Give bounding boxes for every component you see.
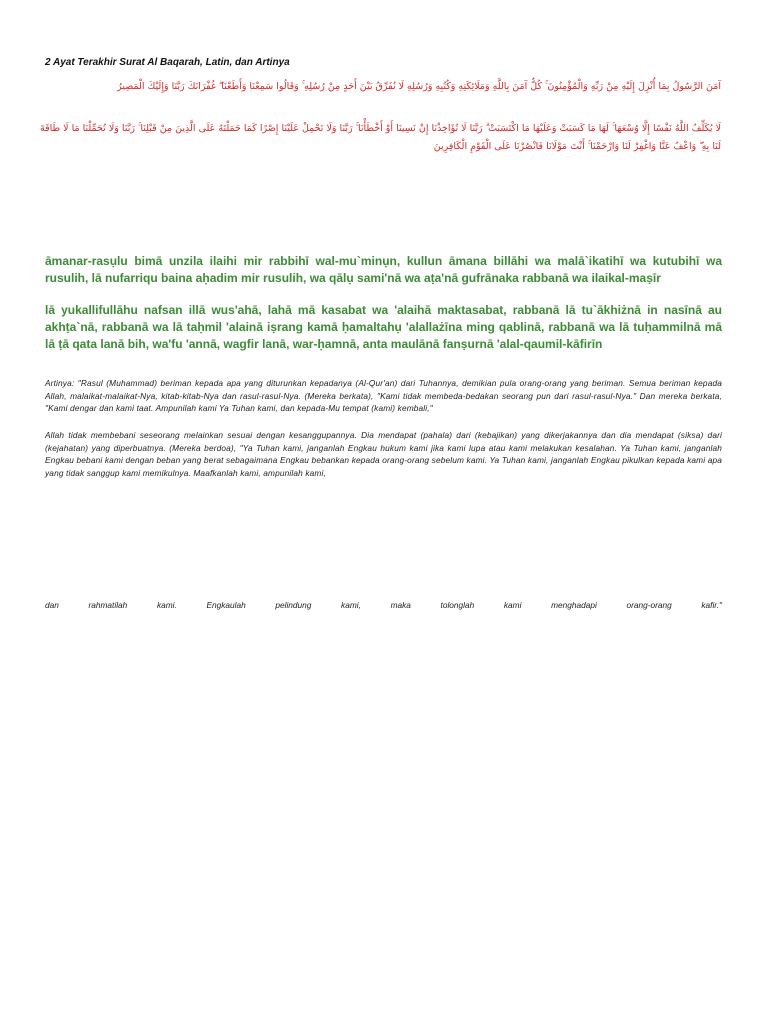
arabic-verse-285: آمَنَ الرَّسُولُ بِمَا أُنْزِلَ إِلَيْهِ مِنْ رَبِّهِ وَالْمُؤْمِنُونَ ۚ كُلٌّ آمَنَ بِاللَّهِ وَمَلَائِكَتِهِ وَكُتُبِهِ وَرُسُلِهِ لَا نُفَرِّقُ بَيْنَ أَحَدٍ مِنْ رُسُلِهِ ۚ وَقَالُوا سَمِعْنَا وَأَطَعْنَا ۖ غُفْرَانَكَ رَبَّنَا وَإِلَيْكَ الْمَصِيرُ [117,81,721,92]
translation-verse-285: Artinya: "Rasul (Muhammad) beriman kepada apa yang diturunkan kepadanya (Al-Qur'an) dari Tuhannya, demikian pula orang-orang yang beriman. Semua beriman kepada Allah, malaikat-malaikat-Nya, kitab-kitab-Nya dan rasul-rasul-Nya. (Mereka berkata), "Kami tidak membeda-bedakan seorang pun dari rasul-rasul-Nya." Dan mereka berkata, "Kami dengar dan kami taat. Ampunilah kami Ya Tuhan kami, dan kepada-Mu tempat (kami) kembali," [45,378,722,413]
latin-verse-286: lā yukallifullāhu nafsan illā wus'ahā, lahā mā kasabat wa 'alaihā maktasabat, rabbanā lā tu`ākhiżnā in nasīnā au akhṭa`nā, rabbanā wa lā taḥmil 'alainā iṣrang kamā ḥamaltahụ 'alallażīna ming qablinā, rabbanā wa lā tuḥammilnā mā lā ṭā qata lanā bih, wa'fu 'annā, wagfir lanā, war-ḥamnā, anta maulānā fanṣurnā 'alal-qaumil-kāfirīn [45,303,722,351]
arabic-verse-286: لَا يُكَلِّفُ اللَّهُ نَفْسًا إِلَّا وُسْعَهَا ۚ لَهَا مَا كَسَبَتْ وَعَلَيْهَا مَا اكْتَسَبَتْ ۗ رَبَّنَا لَا تُؤَاخِذْنَا إِنْ نَسِينَا أَوْ أَخْطَأْنَا ۚ رَبَّنَا وَلَا تَحْمِلْ عَلَيْنَا إِصْرًا كَمَا حَمَلْتَهُ عَلَى الَّذِينَ مِنْ قَبْلِنَا ۚ رَبَّنَا وَلَا تُحَمِّلْنَا مَا لَا طَاقَةَ لَنَا بِهِ ۖ وَاعْفُ عَنَّا وَاغْفِرْ لَنَا وَارْحَمْنَا ۚ أَنْتَ مَوْلَانَا فَانْصُرْنَا عَلَى الْقَوْمِ الْكَافِرِينَ [40,123,721,152]
translation-verse-286: Allah tidak membebani seseorang melainkan sesuai dengan kesanggupannya. Dia mendapat (pahala) dari (kebajikan) yang dikerjakannya dan dia mendapat (siksa) dari (kejahatan) yang diperbuatnya. (Mereka berdoa), "Ya Tuhan kami, janganlah Engkau hukum kami jika kami lupa atau kami melakukan kesalahan. Ya Tuhan kami, janganlah Engkau bebani kami dengan beban yang berat sebagaimana Engkau bebankan kepada orang-orang sebelum kami. Ya Tuhan kami, janganlah Engkau pikulkan kepada kami apa yang tidak sanggup kami memikulnya. Maafkanlah kami, ampunilah kami, [45,430,722,478]
latin-verse-285: āmanar-rasụlu bimā unzila ilaihi mir rabbihī wal-mu`minụn, kullun āmana billāhi wa malā`ikatihī wa kutubihī wa rusulih, lā nufarriqu baina aḥadim mir rusulih, wa qālụ sami'nā wa aṭa'nā gufrānaka rabbanā wa ilaikal-maṣīr [45,254,722,285]
document-title: 2 Ayat Terakhir Surat Al Baqarah, Latin, dan Artinya [45,57,290,68]
translation-closing-line: dan rahmatilah kami. Engkaulah pelindung kami, maka tolonglah kami menghadapi orang-orang kafir." [45,600,722,610]
